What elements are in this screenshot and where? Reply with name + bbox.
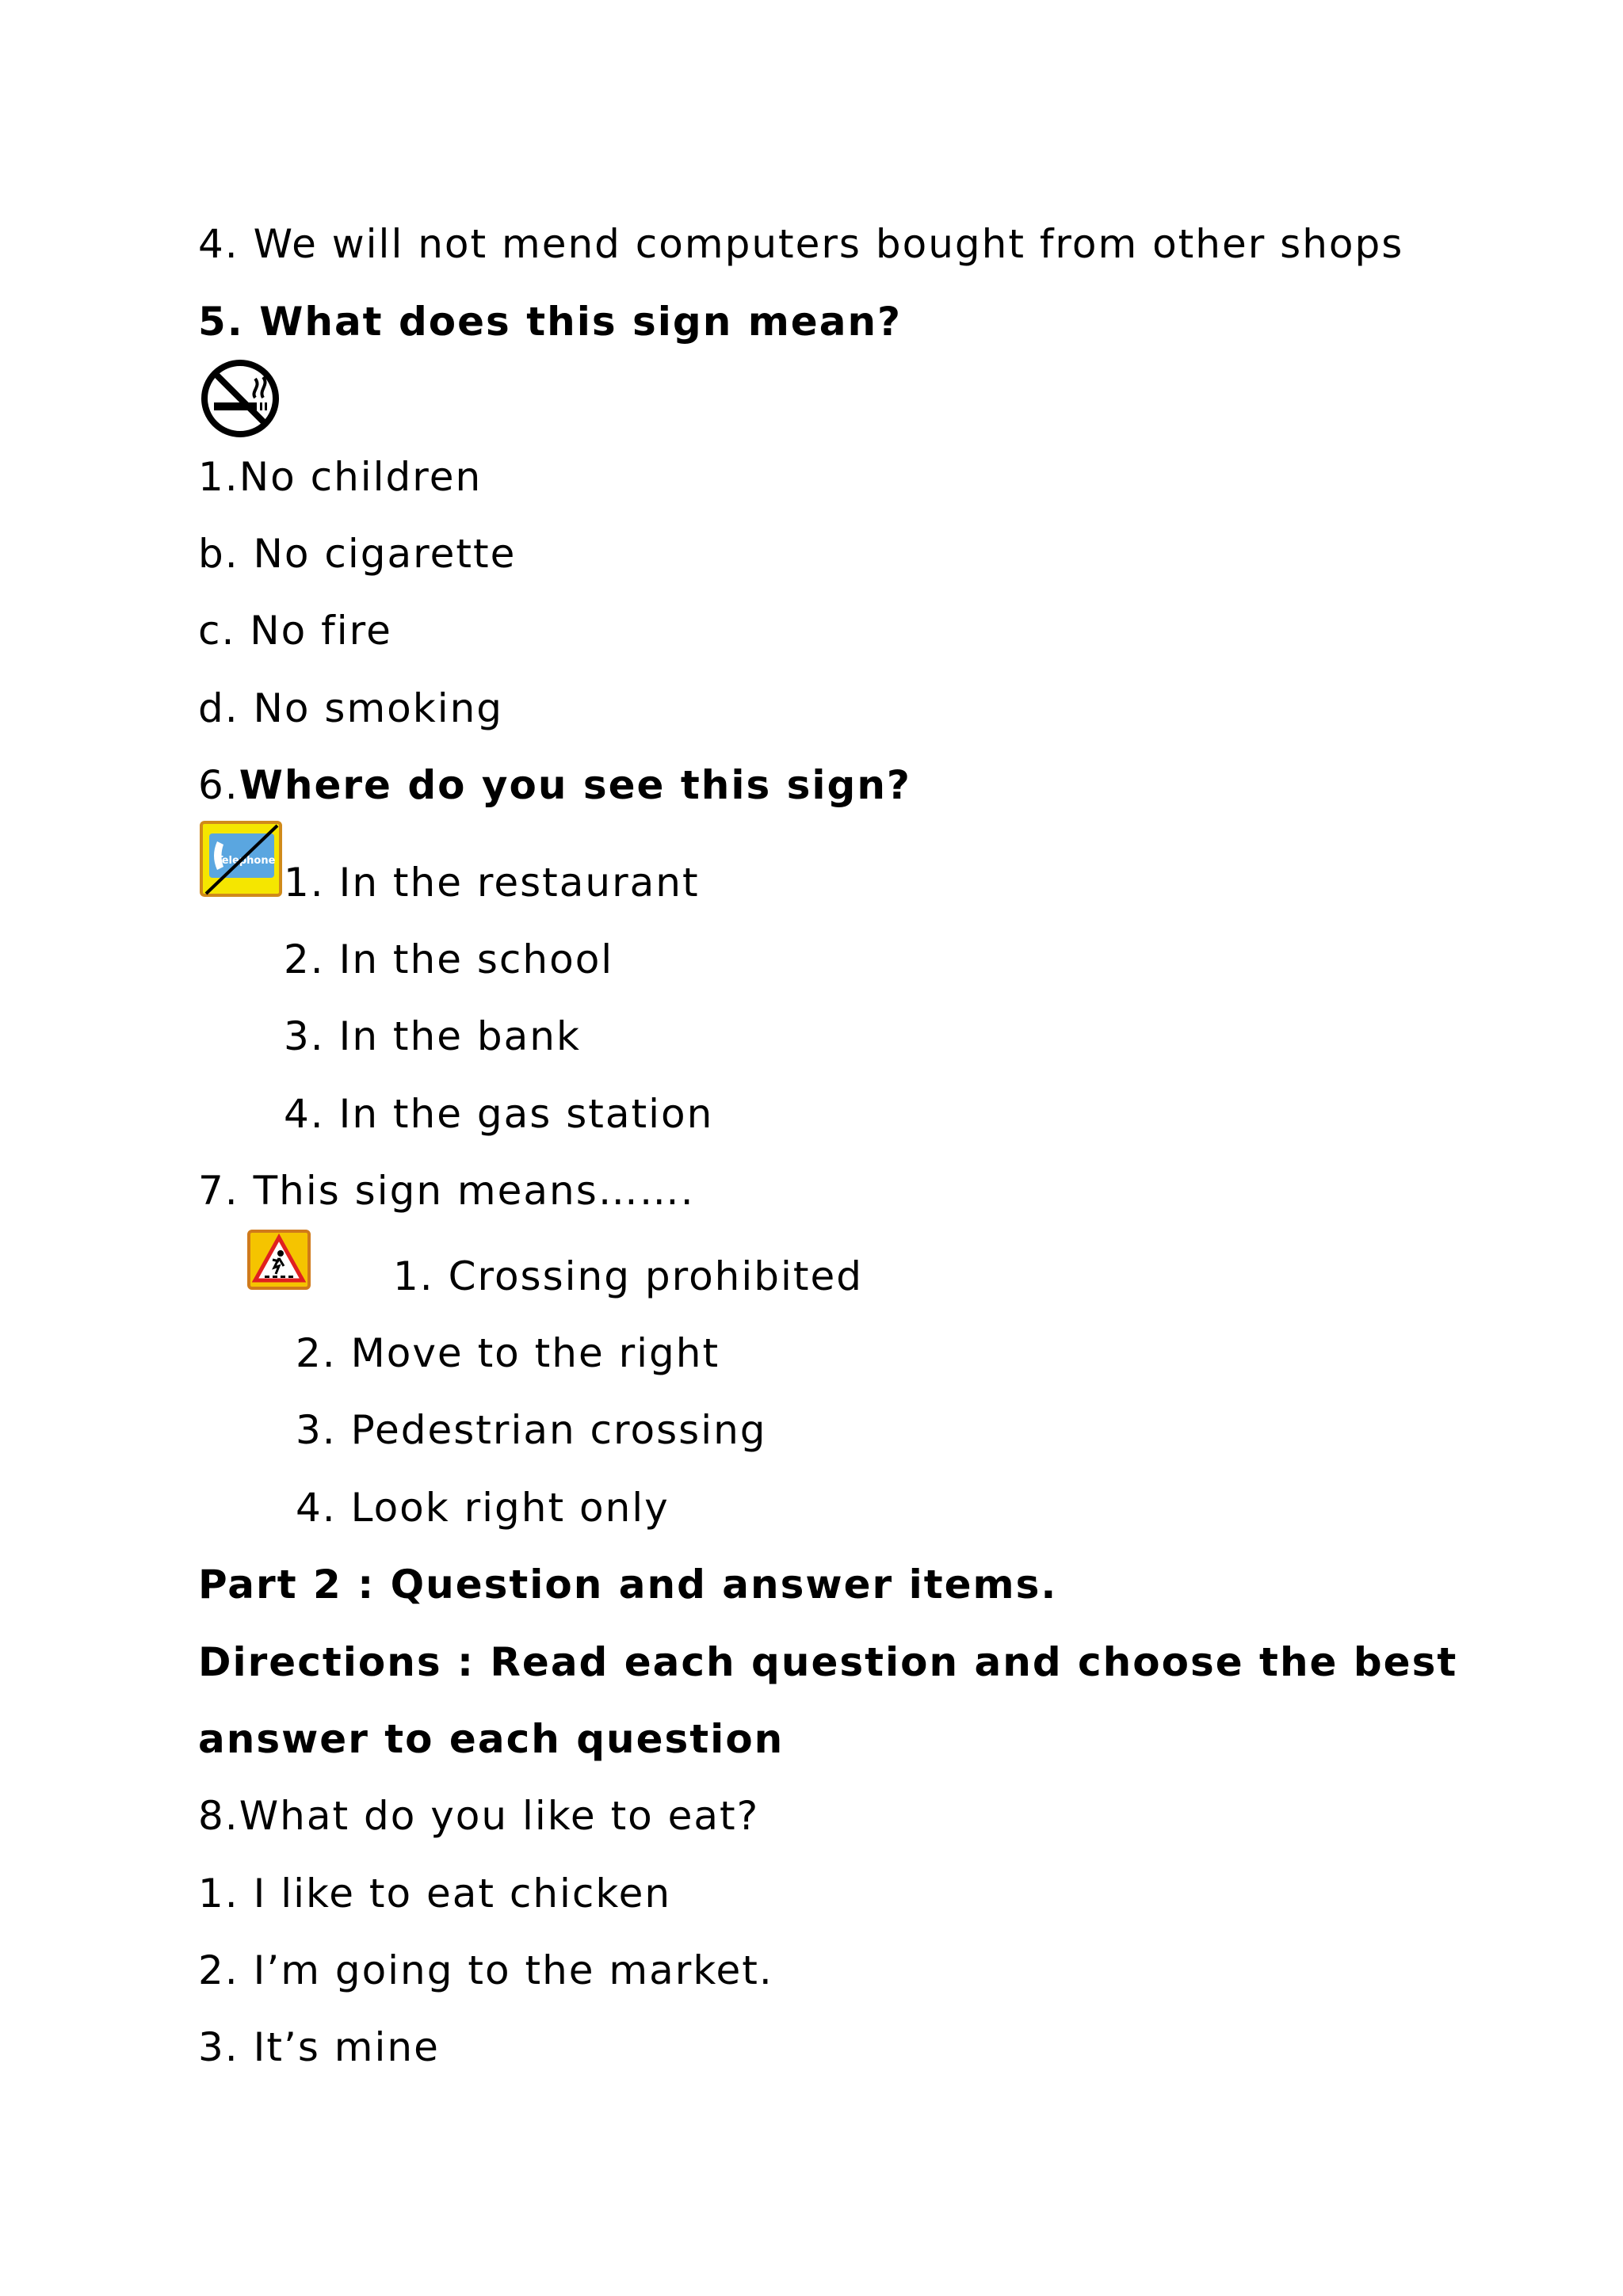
no-smoking-sign-icon [200,358,281,439]
q6-number: 6. [198,762,239,808]
q7-question-line [198,1167,695,1215]
q6-option-4: 4. In the gas station [284,1091,714,1137]
q5-option-3: c. No fire [198,608,392,654]
pedestrian-crossing-sign-icon [247,1230,311,1290]
q5-option-1: 1.No children [198,454,483,500]
q5-question: 5. What does this sign mean? [198,299,903,345]
directions-line-2: answer to each question [198,1716,785,1762]
q8-option-2: 2. I’m going to the market. [198,1947,773,1993]
q8-option-3: 3. It’s mine [198,2024,440,2070]
q7-option-1: 1. Crossing prohibited [393,1253,863,1299]
q8-question: 8.What do you like to eat? [198,1793,760,1839]
q6-question-line [198,761,911,809]
q6-option-2: 2. In the school [284,936,614,982]
directions-line-1: Directions : Read each question and choose the best [198,1639,1458,1685]
q5-option-4: d. No smoking [198,685,504,731]
q4-option-4: 4. We will not mend computers bought from other shops [198,221,1404,267]
q7-option-2: 2. Move to the right [296,1330,720,1376]
q7-option-3: 3. Pedestrian crossing [296,1407,767,1453]
q6-question: Where do you see this sign? [239,762,911,808]
telephone-label: Telephone [216,855,276,867]
q7-question: 7. This sign means……. [198,1168,695,1214]
q6-option-1: 1. In the restaurant [284,860,700,906]
q7-option-4: 4. Look right only [296,1485,670,1531]
part2-title: Part 2 : Question and answer items. [198,1562,1058,1608]
q5-option-2: b. No cigarette [198,531,517,577]
no-telephone-sign-icon [200,821,282,897]
q8-option-1: 1. I like to eat chicken [198,1871,672,1917]
q6-option-3: 3. In the bank [284,1013,581,1059]
